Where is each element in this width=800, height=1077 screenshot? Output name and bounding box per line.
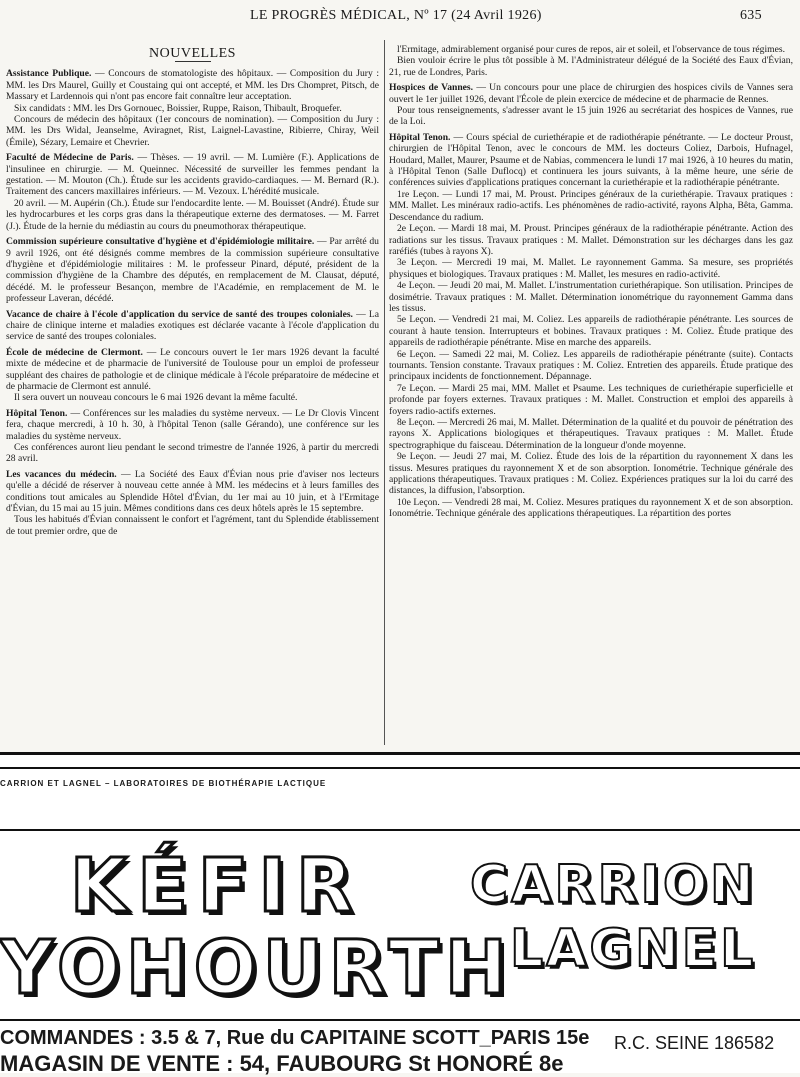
news-text: l'Ermitage, admirablement organisé pour cures de repos, air et soleil, et l'observance de tous régimes.	[397, 44, 785, 55]
news-paragraph	[389, 383, 793, 417]
news-paragraph	[6, 152, 379, 198]
news-paragraph	[389, 189, 793, 223]
news-text: 6e Leçon. — Samedi 22 mai, M. Coliez. Les appareils de radiothérapie pénétrante (suite). Contacts tournants. Tension constante. Travaux pratiques : M. Coliez. Entretien des appareils. Étude pratique des principaux incidents de fonctionnement. Dépannage.	[389, 348, 793, 383]
news-item	[6, 68, 379, 148]
news-text: 2e Leçon. — Mardi 18 mai, M. Proust. Principes généraux de la radiothérapie pénétrante. Action des radiations sur les tissus. Travaux pratiques : M. Mallet. Démonstration sur les décharges dans les gaz raréfiés (tubes à rayons X).	[389, 223, 793, 257]
news-paragraph	[6, 198, 379, 232]
news-text: 9e Leçon. — Jeudi 27 mai, M. Coliez. Étude des lois de la répartition du rayonnement X dans les tissus. Mesures pratiques du rayonnement X et de son absorption. Ionométrie. Technique générale des applications thérapeutiques. Travaux pratiques : M. Coliez. Expériences pratiques sur la loi du carré des distances, la diffusion, l'absorption.	[389, 451, 793, 497]
news-paragraph	[389, 132, 793, 189]
news-paragraph	[6, 103, 379, 114]
news-item-heading: École de médecine de Clermont.	[6, 346, 143, 358]
news-item	[6, 408, 379, 465]
news-text: — Conférences sur les maladies du système nerveux. — Le Dr Clovis Vincent fera, chaque mercredi, à 10 h. 30, à l'hôpital Tenon (salle Gérando), une conférence sur les maladies du système nerveux.	[6, 407, 379, 442]
news-paragraph	[6, 236, 379, 304]
journal-title: LE PROGRÈS MÉDICAL, Nº 17 (24 Avril 1926)	[250, 8, 542, 23]
ad-banner-text: CARRION ET LAGNEL – LABORATOIRES DE BIOTHÉRAPIE LACTIQUE	[0, 779, 327, 788]
ad-commandes: COMMANDES : 3.5 & 7, Rue du CAPITAINE SCOTT_PARIS 15e	[0, 1027, 590, 1049]
news-text: Ces conférences auront lieu pendant le second trimestre de l'année 1926, à partir du mercredi 28 avril.	[6, 442, 379, 465]
news-item-heading: Faculté de Médecine de Paris.	[6, 152, 134, 164]
news-item-heading: Vacance de chaire à l'école d'application du service de santé des troupes coloniales.	[6, 308, 353, 320]
ad-brand-lagnel: LAGNEL	[510, 919, 757, 979]
news-paragraph	[6, 514, 379, 537]
news-paragraph	[6, 347, 379, 393]
news-item	[389, 132, 793, 520]
left-news-items	[6, 68, 379, 537]
news-item	[6, 236, 379, 304]
news-text: — Thèses. — 19 avril. — M. Lumière (F.). Applications de l'insulinee en chirurgie. — M. Queinnec. Nécessité de surveiller les femmes pendant la gestation. — M. Mouton (Ch.). Étude sur les accidents gravido-cardiaques. — M. Bernard (R.). Traitement des cancers maxillaires inférieurs. — M. Vezoux. L'hérédité musicale.	[6, 152, 379, 198]
news-text: 10e Leçon. — Vendredi 28 mai, M. Coliez. Mesures pratiques du rayonnement X et de son absorption. Ionométrie. Technique générale des applications thérapeutiques. La répartition des portes	[389, 496, 793, 520]
news-item	[6, 152, 379, 232]
news-paragraph	[6, 68, 379, 102]
news-text: Tous les habitués d'Évian connaissent le confort et l'agrément, tant du Splendide établissement de tout premier ordre, que de	[6, 514, 379, 537]
news-item-heading: Les vacances du médecin.	[6, 468, 117, 480]
news-paragraph	[6, 408, 379, 442]
news-item-heading: Commission supérieure consultative d'hygiène et d'épidémiologie militaire.	[6, 236, 315, 248]
news-text: 5e Leçon. — Vendredi 21 mai, M. Coliez. Les appareils de radiothérapie pénétrante. Les sources de courant à haute tension. Interrupteurs et bobines. Travaux pratiques : M. Coliez. Étude pratique des appareils de radiothérapie pénétrante. Mise en marche des appareils.	[389, 314, 793, 349]
news-paragraph	[389, 451, 793, 497]
news-item	[389, 82, 793, 128]
news-item-heading: Assistance Publique.	[6, 68, 92, 80]
news-text: 3e Leçon. — Mercredi 19 mai, M. Mallet. Le rayonnement Gamma. Sa mesure, ses propriétés physiques et biologiques. Travaux pratiques : M. Mallet, les mesures en radio-activité.	[389, 257, 793, 280]
column-divider	[384, 40, 385, 745]
news-item	[6, 309, 379, 343]
right-column	[389, 44, 793, 524]
page-number: 635	[740, 8, 762, 23]
news-item	[6, 469, 379, 537]
news-text: — Par arrêté du 9 avril 1926, ont été désignés comme membres de la commission supérieure consultative d'hygiène et d'épidémiologie militaires : M. le professeur Pinard, député, président de la commission d'hygiène de la Chambre des députés, en remplacement de M. Clausat, député, décédé. M. le professeur Besançon, membre de l'Académie, en remplacement de M. le professeur Laveran, décédé.	[6, 236, 379, 305]
page-header	[0, 4, 800, 28]
news-text: 4e Leçon. — Jeudi 20 mai, M. Mallet. L'instrumentation curiethérapique. Son utilisation. Principes de dosimétrie. Travaux pratiques : M. Mallet. Détermination ionométrique du rayonnement Gamma dans les tissus.	[389, 280, 793, 314]
ad-product-kefir: KÉFIR	[70, 843, 363, 929]
news-paragraph	[6, 469, 379, 515]
news-paragraph	[389, 417, 793, 451]
news-paragraph	[6, 309, 379, 343]
news-item-heading: Hospices de Vannes.	[389, 82, 474, 94]
news-item	[6, 347, 379, 404]
section-heading-nouvelles: NOUVELLES	[149, 46, 236, 61]
news-text: 7e Leçon. — Mardi 25 mai, MM. Mallet et Psaume. Les techniques de curiethérapie superficielle et profonde par foyers externes. Travaux pratiques : M. Mallet. Construction et emploi des appareils à foyers radio-actifs externes.	[389, 382, 793, 417]
news-text: Pour tous renseignements, s'adresser avant le 15 juin 1926 au secrétariat des hospices de Vannes, rue de la Loi.	[389, 105, 793, 128]
news-text: Bien vouloir écrire le plus tôt possible à M. l'Administrateur délégué de la Société des Eaux d'Évian, 21, rue de Londres, Paris.	[389, 55, 793, 78]
news-paragraph	[389, 55, 793, 78]
news-text: 20 avril. — M. Aupérin (Ch.). Étude sur l'endocardite lente. — M. Bouisset (André). Étude sur les hydrocarbures et les corps gras dans la thérapeutique externe des dermatoses. — M. Farret (J.). Étude de la hernie du médiastin au cours du pneumothorax thérapeutique.	[6, 197, 379, 232]
news-text: 1re Leçon. — Lundi 17 mai, M. Proust. Principes généraux de la curiethérapie. Travaux pratiques : MM. Mallet. Les minéraux radio-actifs. Les phénomènes de radio-activité, rayons Alpha, Bêta, Gamma. Descendance du radium.	[389, 188, 793, 223]
ad-product-yohourth: YOHOURTH	[0, 925, 513, 1011]
news-paragraph	[6, 442, 379, 465]
news-paragraph	[6, 392, 379, 403]
news-text: — La Société des Eaux d'Évian nous prie d'aviser nos lecteurs qu'elle a décidé de réserver à nouveau cette année à MM. les médecins et à leurs familles des conditions tout amicales au Splendide Hôtel d'Évian, du 1er mai au 10 juin, et à l'Ermitage d'Évian, du 15 mai au 15 juin. Mêmes conditions dans ces deux hôtels après le 15 septembre.	[6, 468, 380, 515]
ad-banner	[0, 767, 800, 831]
news-text: Il sera ouvert un nouveau concours le 6 mai 1926 devant la même faculté.	[14, 392, 298, 404]
ad-magasin: MAGASIN DE VENTE : 54, FAUBOURG St HONORÉ 8e	[0, 1051, 564, 1076]
ad-rc-number: R.C. SEINE 186582	[614, 1033, 775, 1053]
heading-rule	[175, 61, 211, 62]
news-text: — Le concours ouvert le 1er mars 1926 devant la faculté mixte de médecine et de pharmacie de l'université de Toulouse pour un emploi de professeur suppléant des chaires de pathologie et de clinique médicale à l'école préparatoire de médecine et de pharmacie de Clermont est annulé.	[6, 346, 379, 392]
news-text: — Cours spécial de curiethérapie et de radiothérapie pénétrante. — Le docteur Proust, chirurgien de l'Hôpital Tenon, avec le concours de MM. les docteurs Coliez, Darbois, Hufnagel, Houdard, Mallet, Maurer, Psaume et de Nabias, commencera le lundi 17 mai 1926, à 10 heures du matin, à l'Hôpital Tenon (Salle Duflocq) et continuera les jours suivants, à la même heure, une série de conférences suivies d'applications pratiques concernant la curiethérapie et la radiothérapie pénétrante.	[389, 131, 793, 189]
ad-brand-carrion: CARRION	[470, 855, 757, 915]
news-paragraph	[6, 114, 379, 148]
news-paragraph	[389, 349, 793, 383]
news-item	[389, 44, 793, 78]
news-text: — Concours de stomatologiste des hôpitaux. — Composition du Jury : MM. les Drs Maurel, Guilly et Coustaing qui ont accepté, et MM. les Drs Chompret, Pitsch, de Massary et Lardennois qui n'ont pas encore fait connaître leur acceptation.	[6, 68, 379, 103]
ad-address-band	[0, 1019, 800, 1076]
news-text: — La chaire de clinique interne et maladies exotiques est déclarée vacante à l'école d'application du service de santé des troupes coloniales.	[6, 308, 379, 343]
news-text: Six candidats : MM. les Drs Gornouec, Boissier, Ruppe, Raison, Thibault, Broquefer.	[14, 102, 342, 114]
news-paragraph	[389, 105, 793, 128]
right-news-items	[389, 44, 793, 520]
news-text: — Un concours pour une place de chirurgien des hospices civils de Vannes sera ouvert le 1er juillet 1926, devant l'École de plein exercice de médecine et de pharmacie de Rennes.	[389, 82, 794, 105]
news-paragraph	[389, 44, 793, 55]
news-paragraph	[389, 497, 793, 520]
news-text: 8e Leçon. — Mercredi 26 mai, M. Mallet. Détermination de la qualité et du pouvoir de pénétration des rayons X. Applications biologiques et thérapeutiques. Travaux pratiques : M. Mallet. Étude spectrographique du faisceau. Détermination de la longueur d'onde moyenne.	[389, 417, 793, 451]
news-item-heading: Hôpital Tenon.	[389, 131, 451, 143]
news-text: Concours de médecin des hôpitaux (1er concours de nomination). — Composition du Jury : MM. les Drs Widal, Jeanselme, Aviragnet, Rist, Laignel-Lavastine, Ribierre, Chiray, Weil (Émile), Sézary, Lemaire et Chevrier.	[6, 114, 379, 148]
news-paragraph	[389, 280, 793, 314]
news-paragraph	[389, 223, 793, 257]
news-paragraph	[389, 82, 793, 105]
left-column	[6, 42, 379, 541]
advertisement	[0, 752, 800, 1076]
news-item-heading: Hôpital Tenon.	[6, 407, 68, 419]
news-paragraph	[389, 314, 793, 348]
news-paragraph	[389, 257, 793, 280]
